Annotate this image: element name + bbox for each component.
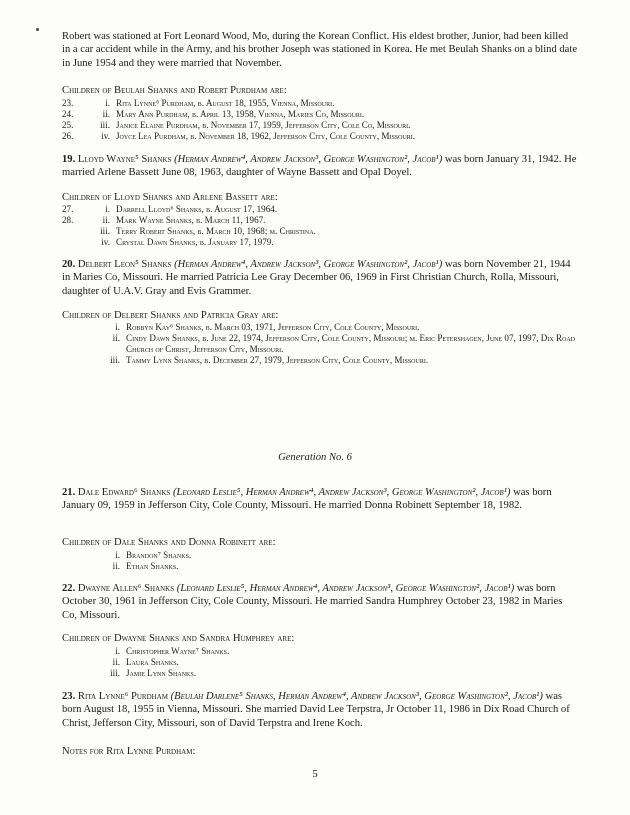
list-item: i. Brandon⁷ Shanks. (115, 550, 192, 560)
list-item: iv. Crystal Dawn Shanks, b. January 17, 1979. (101, 237, 274, 248)
intro-paragraph: Robert was stationed at Fort Leonard Wood, Mo, during the Korean Conflict. His eldest brother, Junior, had been killed in a car accident while in the Army, and his brother Joseph was stationed in Korea. He met Beulah Shanks on a blind date in June 1954 and they were married that November. (62, 31, 578, 69)
list-item: 25. iii. Janice Elaine Purdham, b. November 17, 1959, Jefferson City, Cole Co, Missouri. (62, 120, 411, 131)
lineage: (Leonard Leslie⁵, Herman Andrew⁴, Andrew Jackson³, George Washington², Jacob¹) (176, 583, 515, 594)
entry-23-paragraph (62, 690, 578, 730)
list-item: i. Christopher Wayne⁷ Shanks. (115, 646, 230, 656)
entry-21-paragraph (62, 486, 578, 513)
entry-text: was born August 18, 1955 in Vienna, Missouri. She married David Lee Terpstra, Jr October 11, 1986 in Dix Road Church of Christ, Jefferson City, Missouri, son of David Terpstra and Irene Koch. (62, 691, 570, 729)
entry-number: 21. (62, 487, 76, 498)
entry-text: was born October 30, 1961 in Jefferson City, Cole County, Missouri. He married Sandra Humphrey October 23, 1982 in Maries Co, Missouri. (62, 583, 563, 621)
person-name: Rita Lynne⁶ Purdham (77, 691, 168, 702)
entry-number: 23. (62, 691, 76, 702)
list-item: ii. Cindy Dawn Shanks, b. June 22, 1974, Jefferson City, Cole County, Missouri; m. Eric Petershagen, June 07, 1997, Dix Road Church of Christ, Jefferson City, Missouri. (112, 333, 576, 355)
list-item: ii. Ethan Shanks. (112, 561, 179, 572)
entry-22-paragraph (62, 582, 578, 622)
entry-19-paragraph (62, 153, 578, 180)
entry-text: was born January 09, 1959 in Jefferson City, Cole County, Missouri. He married Donna Robinett September 18, 1982. (62, 487, 552, 512)
lineage: (Herman Andrew⁴, Andrew Jackson³, George Washington², Jacob¹) (174, 259, 443, 270)
entry-number: 19. (62, 154, 76, 165)
entry-20-paragraph (62, 258, 578, 298)
list-item: 27. i. Darrell Lloyd⁶ Shanks, b. August 17, 1964. (62, 204, 278, 214)
person-name: Delbert Leon⁵ Shanks (77, 259, 172, 270)
lineage: (Beulah Darlene⁵ Shanks, Herman Andrew⁴, Andrew Jackson³, George Washington², Jacob¹) (170, 691, 543, 702)
purdham-children-list (62, 98, 582, 142)
list-item: iii. Terry Robert Shanks, b. March 10, 1968; m. Christina. (100, 226, 316, 237)
purdham-children-heading: Children of Beulah Shanks and Robert Purdham are: (62, 85, 287, 96)
person-name: Dale Edward⁶ Shanks (77, 487, 171, 498)
list-item: iii. Tammy Lynn Shanks, b. December 27, 1979, Jefferson City, Cole County, Missouri. (110, 355, 429, 366)
person-name: Lloyd Wayne⁵ Shanks (77, 154, 172, 165)
lloyd-children-list (62, 204, 582, 248)
list-item: 28. ii. Mark Wayne Shanks, b. March 11, 1967. (62, 215, 266, 226)
list-item: ii. Laura Shanks. (112, 657, 179, 668)
list-item: 26. iv. Joyce Lea Purdham, b. November 18, 1962, Jefferson City, Cole County, Missouri. (62, 131, 416, 142)
dale-children-heading: Children of Dale Shanks and Donna Robinett are: (62, 537, 276, 548)
dale-children-list (62, 550, 582, 572)
entry-text: was born November 21, 1944 in Maries Co, Missouri. He married Patricia Lee Gray December 06, 1969 in First Christian Church, Rolla, Missouri, daughter of U.A.V. Gray and Evis Grammer. (62, 259, 571, 297)
entry-text: was born January 31, 1942. He married Arlene Bassett June 08, 1963, daughter of Wayne Bassett and Opal Doyel. (62, 154, 577, 179)
delbert-children-list (62, 322, 582, 366)
list-item: 24. ii. Mary Ann Purdham, b. April 13, 1958, Vienna, Maries Co, Missouri. (62, 109, 365, 120)
lloyd-children-heading: Children of Lloyd Shanks and Arlene Bassett are: (62, 192, 278, 203)
scan-speck (36, 28, 39, 31)
list-item: iii. Jamie Lynn Shanks. (110, 668, 196, 679)
page-number: 5 (312, 769, 318, 780)
entry-number: 20. (62, 259, 76, 270)
entry-number: 22. (62, 583, 76, 594)
delbert-children-heading: Children of Delbert Shanks and Patricia Gray are: (62, 310, 279, 321)
lineage: (Leonard Leslie⁵, Herman Andrew⁴, Andrew Jackson³, George Washington², Jacob¹) (172, 487, 511, 498)
notes-heading: Notes for Rita Lynne Purdham: (62, 746, 196, 757)
list-item: i. Robbyn Kay⁶ Shanks, b. March 03, 1971, Jefferson City, Cole County, Missouri. (115, 322, 420, 332)
list-item: 23. i. Rita Lynne⁶ Purdham, b. August 18, 1955, Vienna, Missouri. (62, 98, 335, 108)
lineage: (Herman Andrew⁴, Andrew Jackson³, George Washington², Jacob¹) (174, 154, 443, 165)
dwayne-children-list (62, 646, 582, 679)
dwayne-children-heading: Children of Dwayne Shanks and Sandra Humphrey are: (62, 633, 295, 644)
generation-heading: Generation No. 6 (278, 452, 352, 463)
person-name: Dwayne Allen⁶ Shanks (77, 583, 175, 594)
